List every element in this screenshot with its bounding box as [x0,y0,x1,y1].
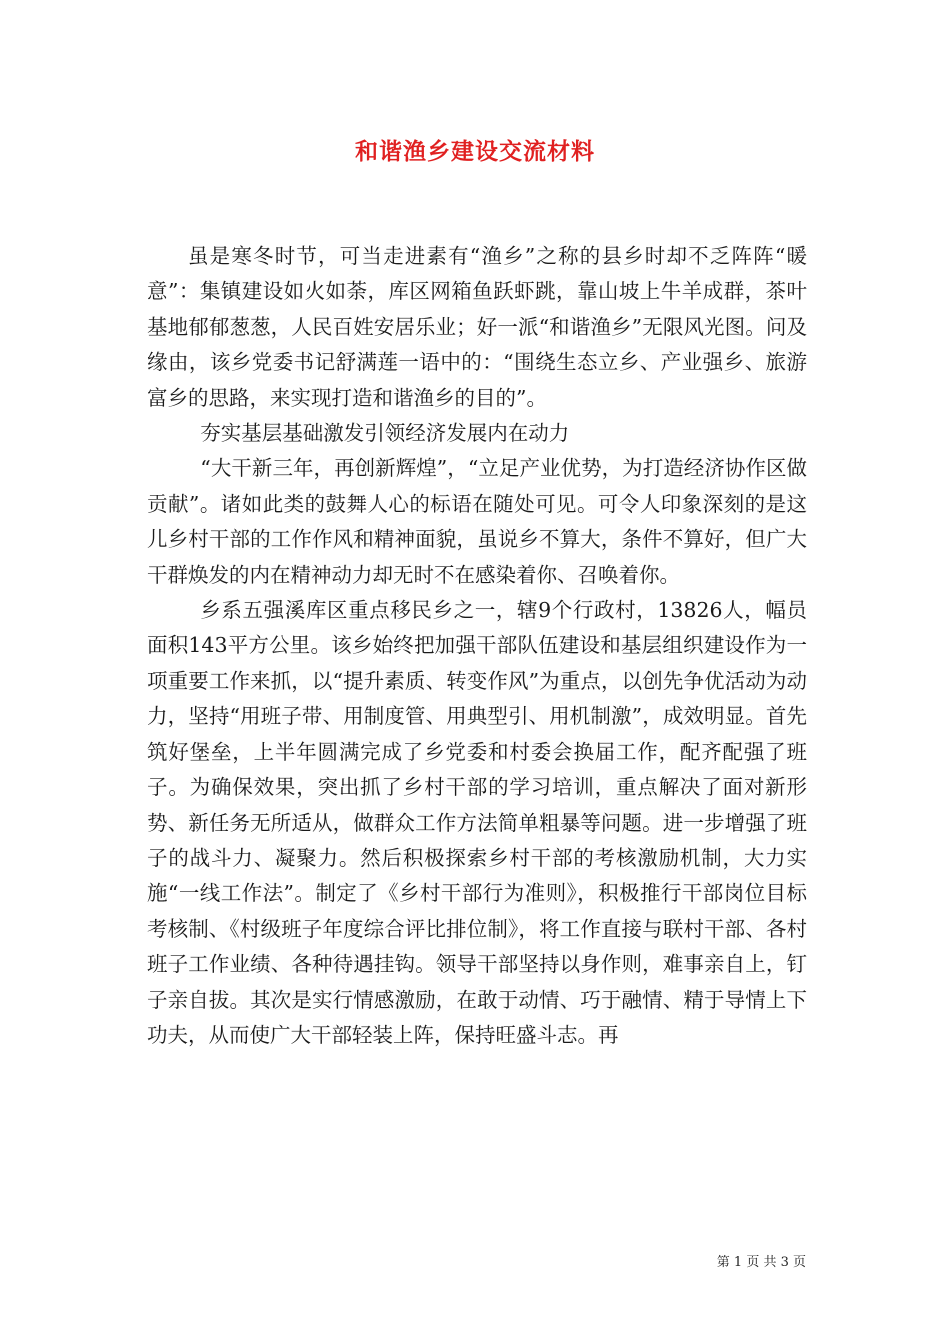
paragraph-intro: 虽是寒冬时节，可当走进素有“渔乡”之称的县乡时却不乏阵阵“暖意”：集镇建设如火如荼，库区网箱鱼跃虾跳，靠山坡上牛羊成群，茶叶基地郁郁葱葱，人民百姓安居乐业；好一派“和谐渔乡”无限风光图。问及缘由，该乡党委书记舒满莲一语中的：“围绕生态立乡、产业强乡、旅游富乡的思路，来实现打造和谐渔乡的目的”。 [147,244,807,410]
page-footer: 第 1 页 共 3 页 [716,1255,806,1270]
document-body [147,239,807,1053]
document-title: 和谐渔乡建设交流材料 [355,138,595,165]
paragraph-overview: 乡系五强溪库区重点移民乡之一，辖9个行政村，13826人，幅员面积143平方公里。该乡始终把加强干部队伍建设和基层组织建设作为一项重要工作来抓，以“提升素质、转变作风”为重点，以创先争优活动为动力，坚持“用班子带、用制度管、用典型引、用机制激”，成效明显。首先筑好堡垒，上半年圆满完成了乡党委和村委会换届工作，配齐配强了班子。为确保效果，突出抓了乡村干部的学习培训，重点解决了面对新形势、新任务无所适从，做群众工作方法简单粗暴等问题。进一步增强了班子的战斗力、凝聚力。然后积极探索乡村干部的考核激励机制，大力实施“一线工作法”。制定了《乡村干部行为准则》，积极推行干部岗位目标考核制、《村级班子年度综合评比排位制》，将工作直接与联村干部、各村班子工作业绩、各种待遇挂钩。领导干部坚持以身作则，难事亲自上，钉子亲自拔。其次是实行情感激励，在敢于动情、巧于融情、精于导情上下功夫，从而使广大干部轻装上阵，保持旺盛斗志。再 [147,598,807,1047]
paragraph-slogans: “大干新三年，再创新辉煌”，“立足产业优势，为打造经济协作区做贡献”。诸如此类的鼓舞人心的标语在随处可见。可令人印象深刻的是这儿乡村干部的工作作风和精神面貌，虽说乡不算大，条件不算好，但广大干群焕发的内在精神动力却无时不在感染着你、召唤着你。 [147,456,807,587]
section-heading: 夯实基层基础激发引领经济发展内在动力 [200,421,570,446]
